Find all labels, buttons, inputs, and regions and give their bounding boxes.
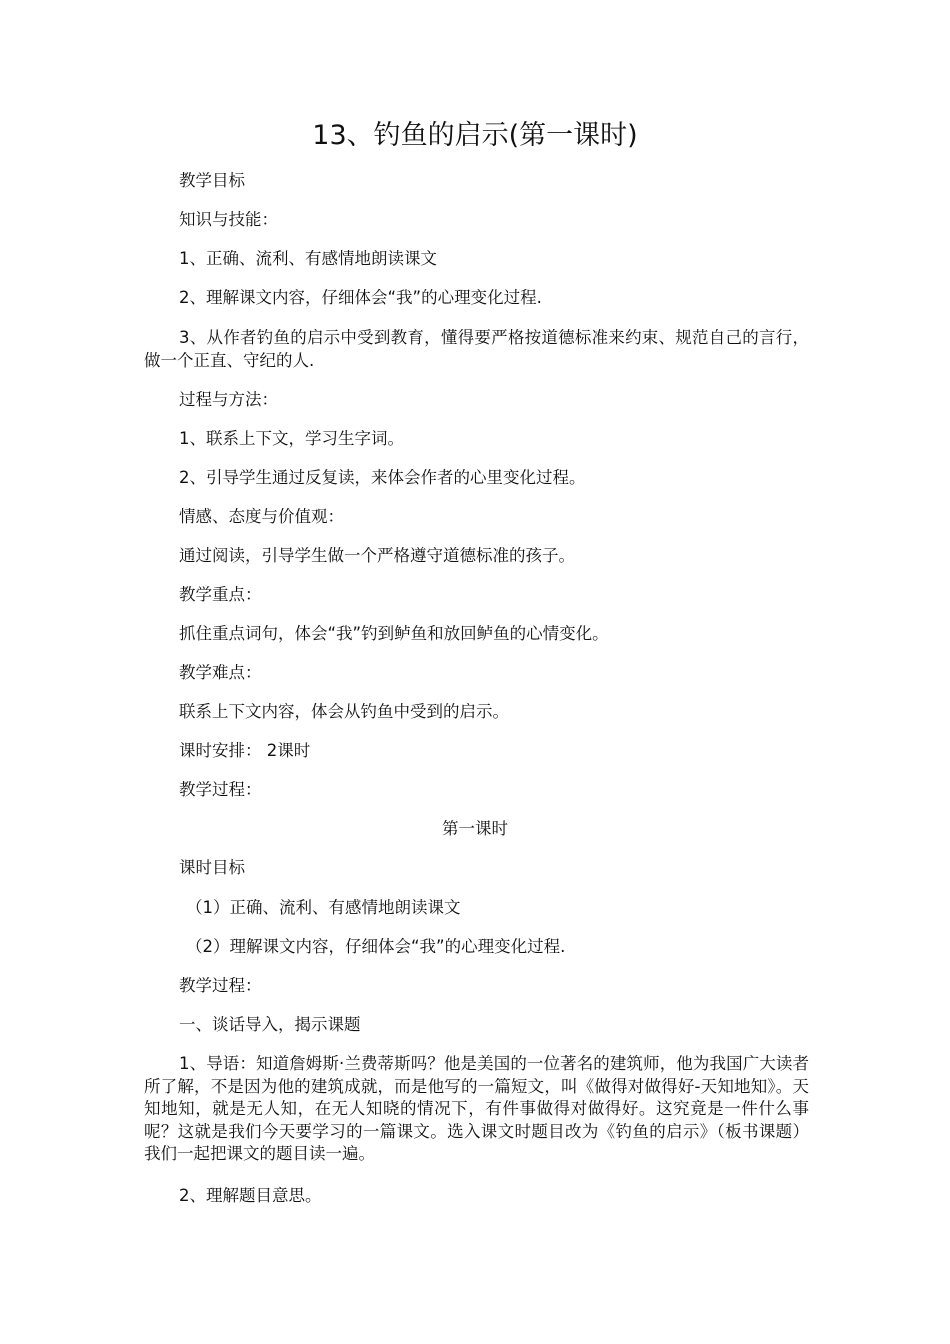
heading-process-methods: 过程与方法：: [179, 390, 278, 409]
method-item-1: 1、联系上下文，学习生字词。: [179, 429, 404, 448]
goal-item-3: 3、从作者钓鱼的启示中受到教育，懂得要严格按道德标准来约束、规范自己的言行，做一个正直、守纪的人.: [144, 328, 809, 370]
goal-item-1: 1、正确、流利、有感情地朗读课文: [179, 249, 437, 268]
schedule-text: 课时安排： 2课时: [179, 741, 311, 760]
intro-paragraph: 1、导语：知道詹姆斯·兰费蒂斯吗？他是美国的一位著名的建筑师，他为我国广大读者所了解，不是因为他的建筑成就，而是他写的一篇短文，叫《做得对做得好-天知地知》。天知地知，就是无人知，在无人知晓的情况下，有件事做得对做得好。这究竟是一件什么事呢？这就是我们今天要学习的一篇课文。选入课文时题目改为《钓鱼的启示》（板书课题）我们一起把课文的题目读一遍。: [144, 1054, 809, 1163]
heading-key-points: 教学重点：: [179, 585, 262, 604]
heading-lesson-goals: 课时目标: [179, 858, 245, 877]
goal-item-2: 2、理解课文内容，仔细体会“我”的心理变化过程.: [179, 288, 542, 307]
lesson-goal-1: （1）正确、流利、有感情地朗读课文: [186, 898, 461, 917]
heading-difficulties: 教学难点：: [179, 663, 262, 682]
heading-teaching-goals: 教学目标: [179, 171, 245, 190]
step-one-heading: 一、谈话导入，揭示课题: [179, 1015, 361, 1034]
difficulties-text: 联系上下文内容，体会从钓鱼中受到的启示。: [179, 702, 509, 721]
heading-teaching-process: 教学过程：: [179, 780, 262, 799]
method-item-2: 2、引导学生通过反复读，来体会作者的心里变化过程。: [179, 468, 586, 487]
key-points-text: 抓住重点词句，体会“我”钓到鲈鱼和放回鲈鱼的心情变化。: [179, 624, 609, 643]
step-two-item: 2、理解题目意思。: [179, 1186, 322, 1205]
section-first-lesson: 第一课时: [442, 819, 508, 838]
heading-teaching-process-2: 教学过程：: [179, 976, 262, 995]
lesson-goal-2: （2）理解课文内容，仔细体会“我”的心理变化过程.: [186, 937, 566, 956]
heading-emotion-values: 情感、态度与价值观：: [179, 507, 344, 526]
emotion-item: 通过阅读，引导学生做一个严格遵守道德标准的孩子。: [179, 546, 575, 565]
page-title: 13、钓鱼的启示(第一课时): [312, 120, 638, 151]
heading-knowledge-skills: 知识与技能：: [179, 210, 278, 229]
